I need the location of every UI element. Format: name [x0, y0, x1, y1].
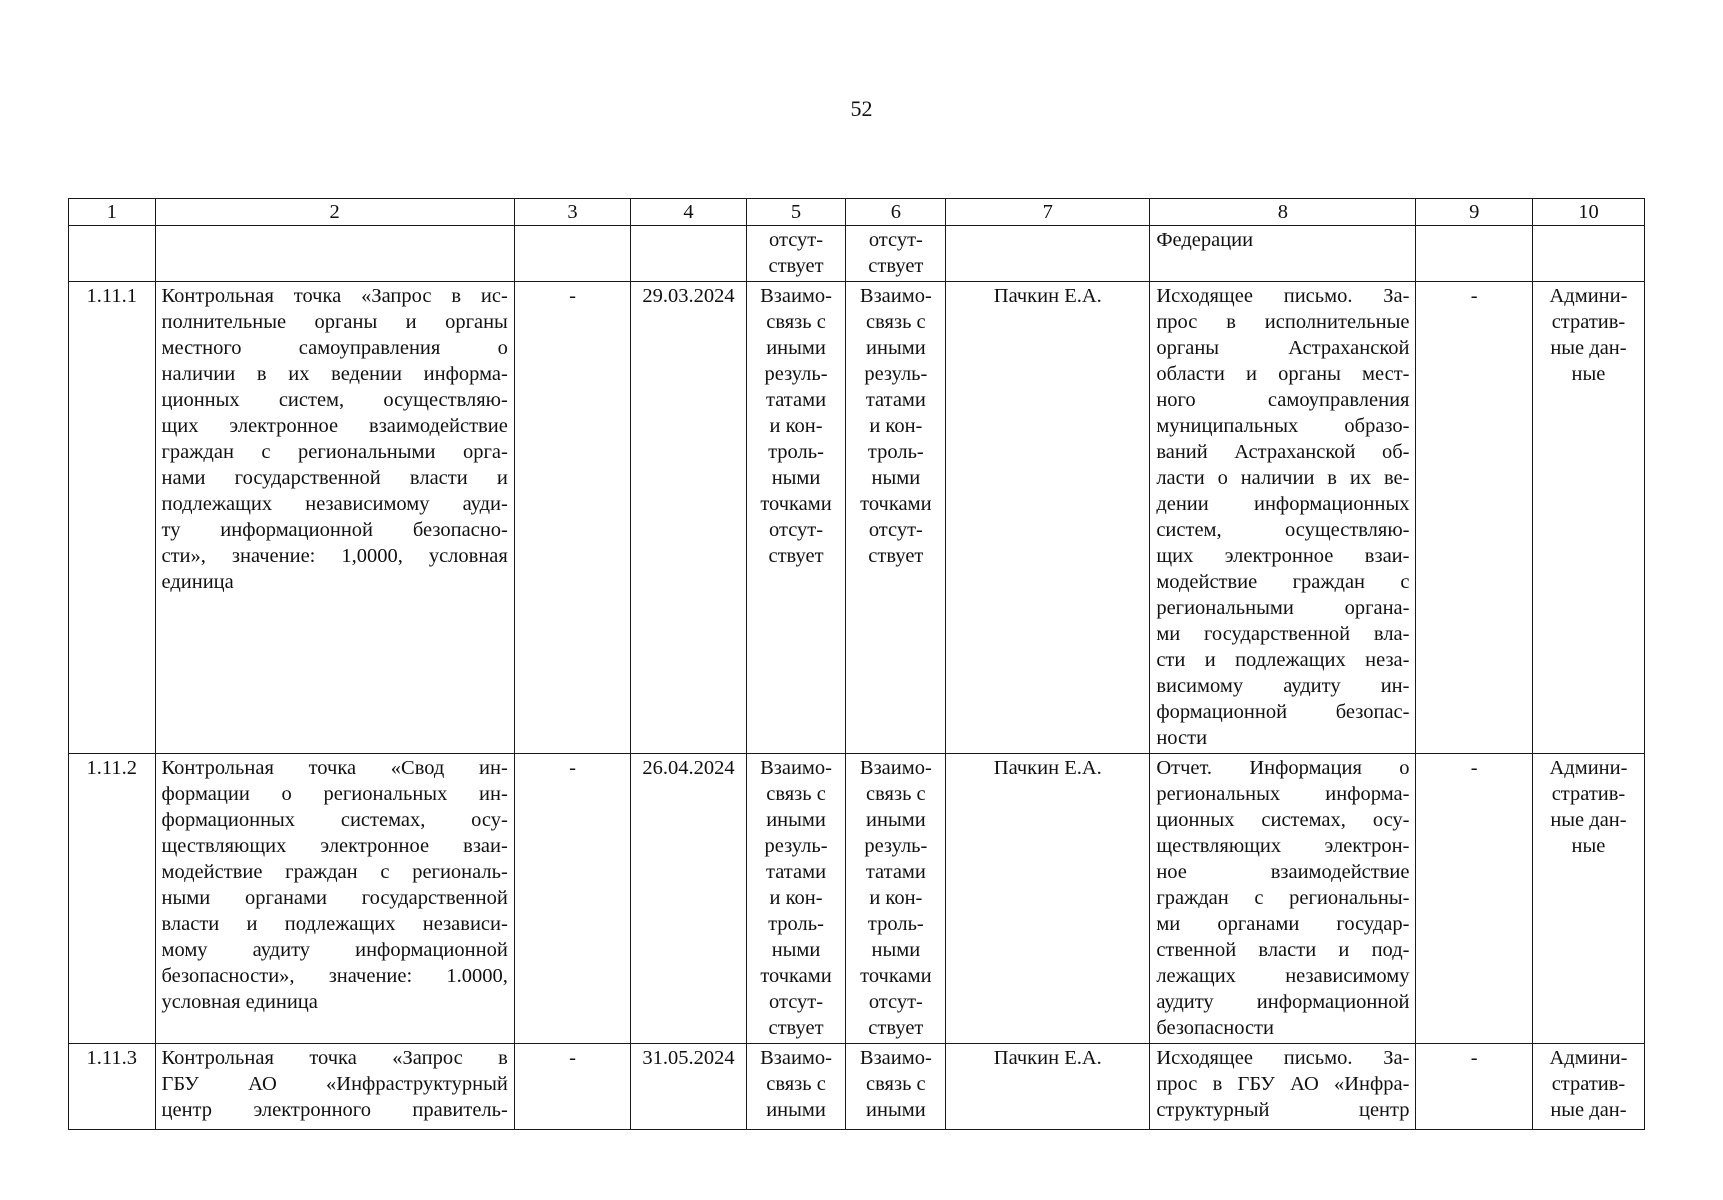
cont-cell-7	[946, 226, 1150, 282]
text-line: мому аудиту информационной	[161, 939, 508, 961]
text-line: ственной власти и под-	[1156, 939, 1410, 961]
page-number: 52	[850, 96, 873, 121]
text-line: иными	[766, 337, 826, 359]
predecessors-cell	[746, 282, 846, 754]
result-document	[1150, 282, 1416, 754]
text-line: щих электронное взаимодействие	[161, 415, 508, 437]
cont-cell-2	[155, 226, 514, 282]
text-line: отсут-	[769, 991, 824, 1013]
text-line: сти», значение: 1,0000, условная	[161, 545, 508, 567]
text-line: резуль-	[864, 835, 928, 857]
text-line: и кон-	[769, 887, 823, 909]
text-line: Взаимо-	[760, 285, 832, 307]
successors-cell	[846, 282, 946, 754]
column-header-1: 1	[69, 199, 156, 226]
text-line: иными	[866, 337, 926, 359]
text-line: ными	[771, 939, 821, 961]
text-line: Взаимо-	[859, 285, 932, 307]
text-line: ционных системах, осу-	[1156, 809, 1410, 831]
column-header-2: 2	[155, 199, 514, 226]
col3-value: -	[514, 754, 630, 1044]
text-line: татами	[865, 861, 926, 883]
text-line: систем, осуществляю-	[1156, 519, 1410, 541]
text-line: Контрольная точка «Свод ин-	[161, 757, 508, 779]
text-line: точками	[760, 965, 832, 987]
text-line: ласти о наличии в их ве-	[1156, 467, 1410, 489]
cont-cell-4	[631, 226, 746, 282]
text-line: структурный центр	[1156, 1099, 1410, 1121]
control-points-table	[68, 198, 1645, 1130]
text-line: подлежащих независимому ауди-	[161, 493, 508, 515]
row-number: 1.11.3	[69, 1044, 156, 1130]
text-line: ными органами государственной	[161, 887, 508, 909]
text-line: Контрольная точка «Запрос в ис-	[161, 285, 508, 307]
result-document	[1150, 1044, 1416, 1130]
text-line: Взаимо-	[760, 757, 832, 779]
text-line: отсут-	[868, 229, 923, 251]
text-line: троль-	[867, 913, 924, 935]
text-line: власти и подлежащих независи-	[161, 913, 508, 935]
control-point-name	[155, 282, 514, 754]
column-header-8: 8	[1150, 199, 1416, 226]
text-line: центр электронного правитель-	[161, 1099, 508, 1121]
text-line: татами	[766, 389, 827, 411]
text-line: Взаимо-	[760, 1047, 832, 1069]
cont-cell-9	[1416, 226, 1532, 282]
text-line: и кон-	[769, 415, 823, 437]
column-header-6: 6	[846, 199, 946, 226]
text-line: ные	[1571, 363, 1606, 385]
text-line: щих электронное взаи-	[1156, 545, 1410, 567]
column-header-4: 4	[631, 199, 746, 226]
cont-cell-5	[746, 226, 846, 282]
deadline-date: 29.03.2024	[631, 282, 746, 754]
text-line: наличии в их ведении информа-	[161, 363, 508, 385]
predecessors-cell	[746, 754, 846, 1044]
cont-cell-8	[1150, 226, 1416, 282]
text-line: ваний Астраханской об-	[1156, 441, 1410, 463]
column-header-9: 9	[1416, 199, 1532, 226]
text-line: формационной безопас-	[1156, 701, 1410, 723]
continuation-row	[69, 226, 1645, 282]
column-header-5: 5	[746, 199, 846, 226]
text-line: ного самоуправления	[1156, 389, 1410, 411]
text-line: ствует	[868, 255, 924, 277]
text-line: отсут-	[769, 229, 824, 251]
text-line: Админи-	[1549, 757, 1628, 779]
text-line: резуль-	[764, 835, 828, 857]
text-line: Админи-	[1549, 1047, 1628, 1069]
col9-value: -	[1416, 754, 1532, 1044]
text-line: области и органы мест-	[1156, 363, 1410, 385]
text-line: безопасности», значение: 1.0000,	[161, 965, 508, 987]
text-line: Взаимо-	[859, 757, 932, 779]
text-line: безопасности	[1156, 1017, 1274, 1039]
text-line: Федерации	[1156, 229, 1254, 251]
text-line: ГБУ АО «Инфраструктурный	[161, 1073, 508, 1095]
text-line: ные дан-	[1550, 809, 1627, 831]
text-line: иными	[866, 1099, 926, 1121]
text-line: ными	[871, 939, 921, 961]
successors-cell	[846, 1044, 946, 1130]
text-line: ствует	[768, 1017, 824, 1039]
table-row	[69, 754, 1645, 1044]
text-line: ными	[871, 467, 921, 489]
text-line: точками	[760, 493, 832, 515]
row-number: 1.11.2	[69, 754, 156, 1044]
text-line: связь с	[766, 311, 826, 333]
text-line: модействие граждан с	[1156, 571, 1410, 593]
text-line: висимому аудиту ин-	[1156, 675, 1410, 697]
text-line: троль-	[867, 441, 924, 463]
text-line: граждан с региональны-	[1156, 887, 1410, 909]
text-line: точками	[860, 965, 932, 987]
text-line: местного самоуправления о	[161, 337, 508, 359]
data-source-type	[1532, 282, 1644, 754]
text-line: ми органами государ-	[1156, 913, 1410, 935]
responsible-person: Пачкин Е.А.	[946, 282, 1150, 754]
text-line: ное взаимодействие	[1156, 861, 1410, 883]
text-line: Контрольная точка «Запрос в	[161, 1047, 508, 1069]
text-line: отсут-	[868, 991, 923, 1013]
cont-cell-6	[846, 226, 946, 282]
text-line: ционных систем, осуществляю-	[161, 389, 508, 411]
text-line: прос в ГБУ АО «Инфра-	[1156, 1073, 1410, 1095]
text-line: нами государственной власти и	[161, 467, 508, 489]
text-line: стратив-	[1551, 783, 1626, 805]
text-line: связь с	[866, 783, 926, 805]
text-line: и кон-	[869, 887, 923, 909]
text-line: связь с	[866, 311, 926, 333]
text-line: формации о региональных ин-	[161, 783, 508, 805]
text-line: точками	[860, 493, 932, 515]
text-line: полнительные органы и органы	[161, 311, 508, 333]
text-line: отсут-	[868, 519, 923, 541]
text-line: ности	[1156, 727, 1208, 749]
text-line: ствует	[768, 255, 824, 277]
text-line: ществляющих электронное взаи-	[161, 835, 508, 857]
col9-value: -	[1416, 1044, 1532, 1130]
text-line: и кон-	[869, 415, 923, 437]
col3-value: -	[514, 1044, 630, 1130]
text-line: иными	[866, 809, 926, 831]
text-line: граждан с региональными орга-	[161, 441, 508, 463]
data-source-type	[1532, 1044, 1644, 1130]
text-line: Взаимо-	[859, 1047, 932, 1069]
text-line: Админи-	[1549, 285, 1628, 307]
text-line: ствует	[768, 545, 824, 567]
col3-value: -	[514, 282, 630, 754]
text-line: региональными органа-	[1156, 597, 1410, 619]
text-line: ные дан-	[1550, 337, 1627, 359]
text-line: иными	[766, 1099, 826, 1121]
cont-cell-1	[69, 226, 156, 282]
cont-cell-10	[1532, 226, 1644, 282]
text-line: единица	[161, 571, 234, 593]
control-point-name	[155, 754, 514, 1044]
data-source-type	[1532, 754, 1644, 1044]
text-line: формационных системах, осу-	[161, 809, 508, 831]
text-line: региональных информа-	[1156, 783, 1410, 805]
text-line: ствует	[868, 545, 924, 567]
text-line: троль-	[768, 441, 824, 463]
text-line: ные дан-	[1550, 1099, 1627, 1121]
text-line: ществляющих электрон-	[1156, 835, 1410, 857]
text-line: татами	[766, 861, 827, 883]
text-line: органы Астраханской	[1156, 337, 1410, 359]
text-line: стратив-	[1551, 311, 1626, 333]
text-line: ными	[771, 467, 821, 489]
predecessors-cell	[746, 1044, 846, 1130]
text-line: сти и подлежащих неза-	[1156, 649, 1410, 671]
text-line: иными	[766, 809, 826, 831]
responsible-person: Пачкин Е.А.	[946, 1044, 1150, 1130]
text-line: связь с	[866, 1073, 926, 1095]
text-line: стратив-	[1551, 1073, 1626, 1095]
text-line: условная единица	[161, 991, 318, 1013]
col9-value: -	[1416, 282, 1532, 754]
cont-cell-3	[514, 226, 630, 282]
text-line: резуль-	[764, 363, 828, 385]
text-line: ствует	[868, 1017, 924, 1039]
deadline-date: 31.05.2024	[631, 1044, 746, 1130]
text-line: аудиту информационной	[1156, 991, 1410, 1013]
text-line: троль-	[768, 913, 824, 935]
result-document	[1150, 754, 1416, 1044]
text-line: прос в исполнительные	[1156, 311, 1410, 333]
responsible-person: Пачкин Е.А.	[946, 754, 1150, 1044]
text-line: татами	[865, 389, 926, 411]
text-line: Исходящее письмо. За-	[1156, 1047, 1410, 1069]
table-row	[69, 282, 1645, 754]
text-line: связь с	[766, 1073, 826, 1095]
text-line: муниципальных образо-	[1156, 415, 1410, 437]
row-number: 1.11.1	[69, 282, 156, 754]
text-line: лежащих независимому	[1156, 965, 1410, 987]
text-line: модействие граждан с региональ-	[161, 861, 508, 883]
text-line: отсут-	[769, 519, 824, 541]
text-line: резуль-	[864, 363, 928, 385]
deadline-date: 26.04.2024	[631, 754, 746, 1044]
text-line: Исходящее письмо. За-	[1156, 285, 1410, 307]
text-line: ные	[1571, 835, 1606, 857]
control-point-name	[155, 1044, 514, 1130]
text-line: ту информационной безопасно-	[161, 519, 508, 541]
column-header-7: 7	[946, 199, 1150, 226]
header-row	[69, 199, 1645, 226]
text-line: ми государственной вла-	[1156, 623, 1410, 645]
successors-cell	[846, 754, 946, 1044]
column-header-3: 3	[514, 199, 630, 226]
text-line: связь с	[766, 783, 826, 805]
text-line: дении информационных	[1156, 493, 1410, 515]
text-line: Отчет. Информация о	[1156, 757, 1410, 779]
table-row	[69, 1044, 1645, 1130]
column-header-10: 10	[1532, 199, 1644, 226]
